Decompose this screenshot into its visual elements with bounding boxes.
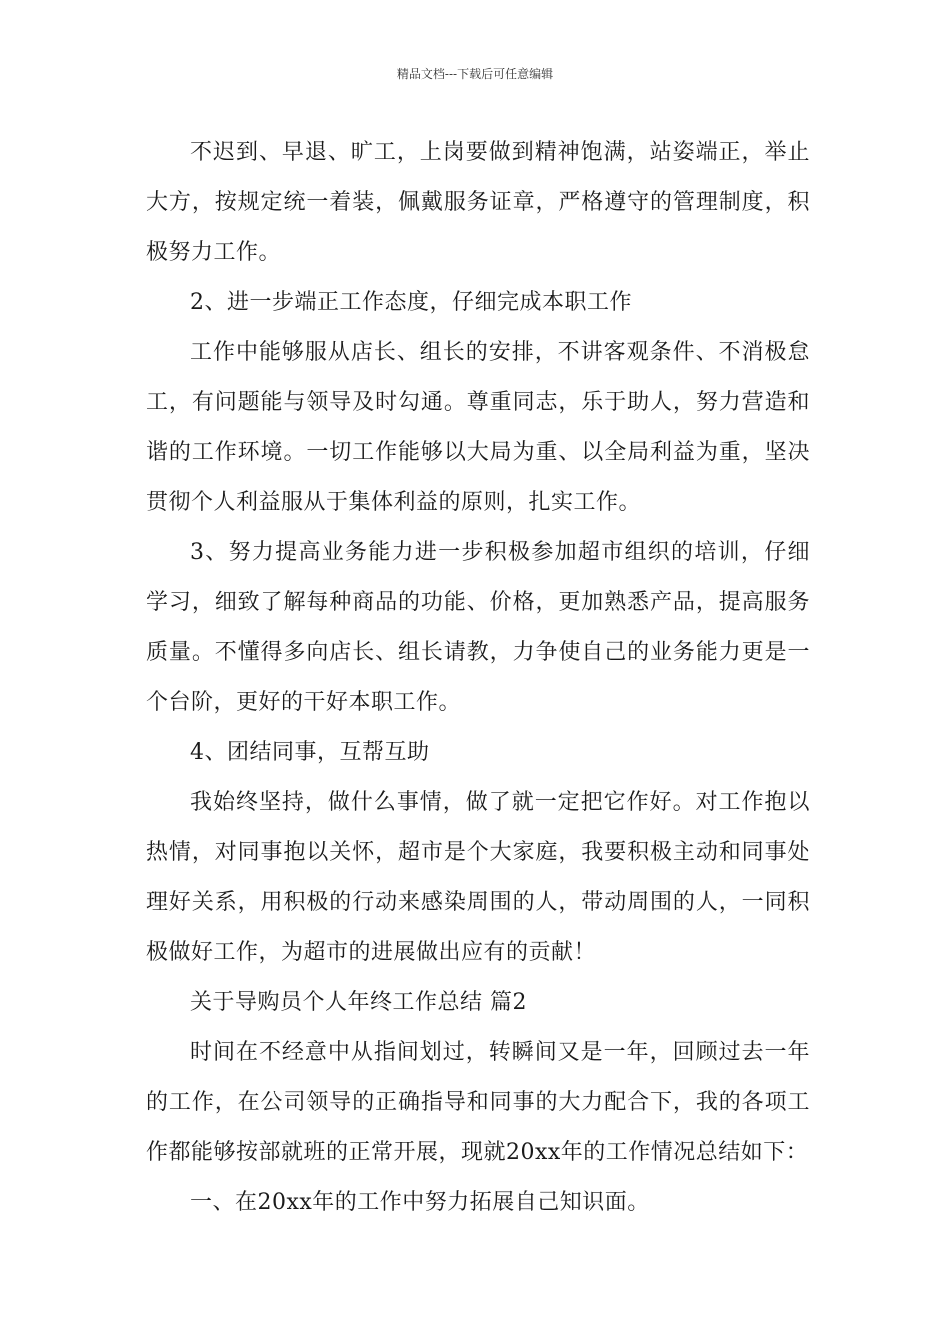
paragraph-business-ability: 3、努力提高业务能力进一步积极参加超市组织的培训，仔细学习，细致了解每种商品的功能、价格，更加熟悉产品，提高服务质量。不懂得多向店长、组长请教，力争使自己的业务能力更是一个台阶，更好的干好本职工作。 bbox=[146, 540, 810, 715]
paragraph-work-attitude: 工作中能够服从店长、组长的安排，不讲客观条件、不消极怠工，有问题能与领导及时勾通。尊重同志，乐于助人，努力营造和谐的工作环境。一切工作能够以大局为重、以全局利益为重，坚决贯彻个人利益服从于集体利益的原则，扎实工作。 bbox=[146, 340, 810, 515]
page-header: 精品文档---下载后可任意编辑 bbox=[396, 67, 554, 81]
section-title: 关于导购员个人年终工作总结 篇2 bbox=[190, 990, 527, 1015]
document-body bbox=[146, 128, 810, 1228]
paragraph-teamwork: 我始终坚持，做什么事情，做了就一定把它作好。对工作抱以热情，对同事抱以关怀，超市是个大家庭，我要积极主动和同事处理好关系，用积极的行动来感染周围的人，带动周围的人，一同积极做好工作，为超市的进展做出应有的贡献！ bbox=[146, 790, 810, 965]
paragraph-year-review: 时间在不经意中从指间划过，转瞬间又是一年，回顾过去一年的工作，在公司领导的正确指导和同事的大力配合下，我的各项工作都能够按部就班的正常开展，现就20xx年的工作情况总结如下： bbox=[146, 1040, 810, 1165]
heading-teamwork: 4、团结同事，互帮互助 bbox=[190, 740, 430, 765]
heading-work-attitude: 2、进一步端正工作态度，仔细完成本职工作 bbox=[190, 290, 632, 315]
heading-knowledge: 一、在20xx年的工作中努力拓展自己知识面。 bbox=[190, 1190, 650, 1215]
paragraph-attendance: 不迟到、早退、旷工，上岗要做到精神饱满，站姿端正，举止大方，按规定统一着装，佩戴服务证章，严格遵守的管理制度，积极努力工作。 bbox=[146, 140, 810, 265]
